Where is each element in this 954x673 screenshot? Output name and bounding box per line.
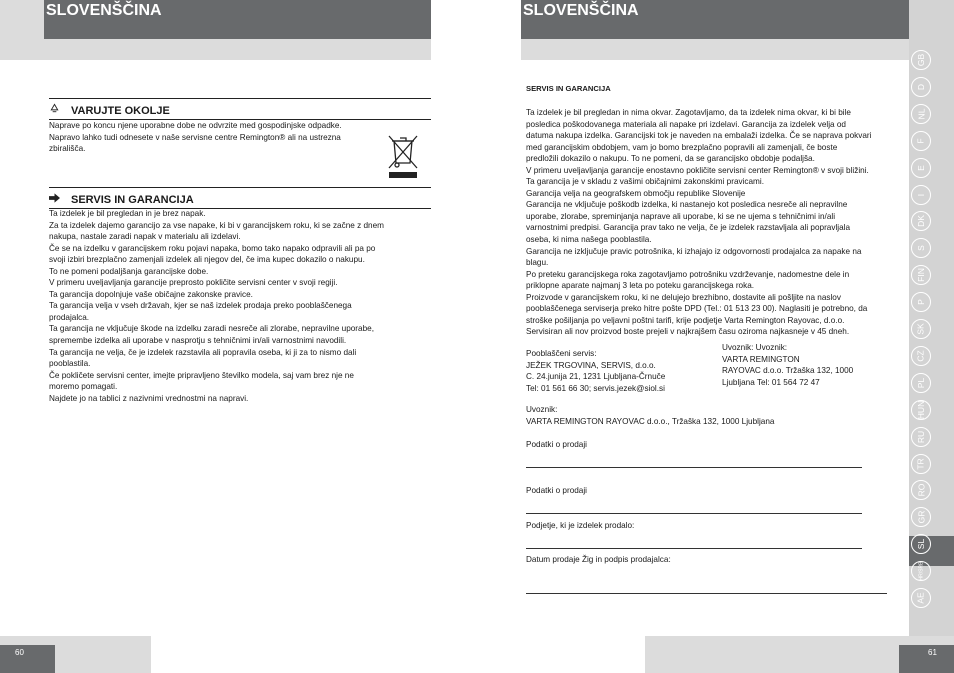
right-paragraph-line: uporabe, zlorabe, spreminjanja naprave ali uporabe, ki se ne ujema s tehničnimi in/ali <box>526 211 836 221</box>
right-paragraph <box>526 107 888 338</box>
right-paragraph-line: pooblaščenega serviserja preko hitre pošte DPD (Tel.: 01 513 23 00). Naglasiti je potrebno, da <box>526 304 868 314</box>
language-tab-label: SK <box>916 323 926 335</box>
language-tab-label: PL <box>916 377 926 388</box>
language-tab-s[interactable] <box>911 238 931 258</box>
language-tab-e[interactable] <box>911 158 931 178</box>
language-tab-label: FIN <box>915 268 926 283</box>
language-tab-label: NL <box>916 108 926 120</box>
right-page-number: 61 <box>899 645 954 673</box>
section2-line: Ta garancija ne velja, če je izdelek razstavila ali popravila oseba, ki ji za to nismo dali <box>49 347 357 357</box>
form-label: Podjetje, ki je izdelek prodalo: <box>526 521 635 530</box>
service-center-block <box>526 348 716 394</box>
section2-body <box>49 208 431 404</box>
form-label: Podatki o prodaji <box>526 486 587 495</box>
section2-line: Najdete jo na tablici z nazivnimi vrednostmi na napravi. <box>49 393 249 403</box>
right-paragraph-line: oseba, ki nima našega pooblastila. <box>526 235 652 245</box>
form-label: Podatki o prodaji <box>526 440 587 449</box>
recycle-icon <box>49 103 71 118</box>
section1-line: Napravo lahko tudi odnesete v naše servisne centre Remington® ali na ustrezna <box>49 132 341 142</box>
language-tab-label: S <box>915 245 926 252</box>
section1-top-rule <box>49 98 431 99</box>
language-tab-ru[interactable] <box>911 427 931 447</box>
section2-line: spremembe izdelka ali uporabe v nasprotju s tehničnimi in/ali varnostnimi navodili. <box>49 336 347 346</box>
language-tab-hun[interactable] <box>911 400 931 420</box>
form-input-line[interactable] <box>526 513 862 514</box>
section2-line: moremo pomagati. <box>49 382 118 392</box>
form-input-line[interactable] <box>526 467 862 468</box>
language-tab-label: D <box>915 83 926 90</box>
service-right-line: Uvoznik: Uvoznik: <box>722 343 788 352</box>
right-paragraph-line: Garancija velja na geografskem območju republike Slovenije <box>526 188 746 198</box>
language-tab-label: SL <box>916 538 926 550</box>
right-paragraph-line: med garancijskim obdobjem, vam jo bomo brezplačno popravili ali zamenjali, če boste <box>526 142 838 152</box>
section2-line: nakupa, nastale zaradi napak v materialu ali izdelavi. <box>49 232 241 242</box>
service-right-line: Ljubljana Tel: 01 564 72 47 <box>722 377 820 387</box>
right-paragraph-line: Ta izdelek je bil pregledan in nima okvar. Zagotavljamo, da ta izdelek nima okvar, ki bi bile <box>526 108 851 117</box>
section1-line: Naprave po koncu njene uporabne dobe ne odvrzite med gospodinjske odpadke. <box>49 121 342 130</box>
language-tab-sk[interactable] <box>911 319 931 339</box>
form-input-line[interactable] <box>526 548 862 549</box>
right-paragraph-line: Garancija ne vključuje poškodb izdelka, ki nastanejo kot posledica nesreče ali nepravilne <box>526 200 848 210</box>
language-tab-label: DK <box>916 215 926 228</box>
section2-line: V primeru uveljavljanja garancije preprosto pokličite servisni center v svoji regiji. <box>49 278 338 288</box>
right-paragraph-line: Servisiran ali nov proizvod boste prejeli v najkrajšem času oziroma najkasneje v 45 dneh. <box>526 327 850 337</box>
right-paragraph-line: posledica poškodovanega materiala ali napake pri izdelavi. Garancija za izdelek velja od <box>526 119 846 129</box>
service-left-line: JEŽEK TRGOVINA, SERVIS, d.o.o. <box>526 360 656 370</box>
language-tab-label: GR <box>916 510 926 524</box>
language-tab-label: RO <box>916 484 926 497</box>
left-page-number: 60 <box>0 645 55 673</box>
form-label: Datum prodaje Žig in podpis prodajalca: <box>526 555 671 564</box>
section2-line: Ta izdelek je bil pregledan in je brez napak. <box>49 209 206 218</box>
weee-bin-icon <box>385 133 421 179</box>
right-paragraph-line: stroške pošiljanja po veljavni poštni tarifi, krije podjetje Varta Remington Rayovac, d.o.o. <box>526 315 845 325</box>
section2-line: Ta garancija velja v vseh državah, kjer se naš izdelek prodaja preko pooblaščenega <box>49 301 352 311</box>
language-tab-label: AE <box>916 592 926 604</box>
service-right-line: RAYOVAC d.o.o. Tržaška 132, 1000 <box>722 366 854 376</box>
right-paragraph-line: V primeru uveljavljanja garancije enostavno pokličite servisni center Remington® v svoji bližini. <box>526 165 869 175</box>
section2-heading-text: SERVIS IN GARANCIJA <box>71 194 194 206</box>
language-tab-label: E <box>915 164 926 171</box>
importer-value: VARTA REMINGTON RAYOVAC d.o.o., Tržaška 132, 1000 Ljubljana <box>526 417 775 426</box>
language-tab-p[interactable] <box>911 292 931 312</box>
language-tab-label: I <box>916 193 926 196</box>
service-right-line: VARTA REMINGTON <box>722 354 800 364</box>
right-paragraph-line: Po preteku garancijskega roka zagotavljamo potrošniku vzdrževanje, nadomestne dele in <box>526 269 850 279</box>
language-tab-label: GB <box>916 53 926 67</box>
section2-line: Ta garancija dopolnjuje vaše običajne zakonske pravice. <box>49 289 253 299</box>
service-left-line: Tel: 01 561 66 30; servis.jezek@siol.si <box>526 383 665 393</box>
section2-line: svoji izbiri brezplačno zamenjali izdelek ali njegov del, če ima kupec dokazilo o nakupu. <box>49 255 365 265</box>
left-page-title: SLOVENŠČINA <box>44 0 431 39</box>
language-tab-gr[interactable] <box>911 507 931 527</box>
section2-heading <box>49 193 194 207</box>
language-tab-label: TR <box>916 457 926 470</box>
right-paragraph-line: predložili dokazilo o nakupu. To ne pomeni, da se garancijsko obdobje podaljša. <box>526 154 815 164</box>
language-tab-label: F <box>915 138 926 144</box>
language-tab-fin[interactable] <box>911 265 931 285</box>
language-tab-label: P <box>915 299 926 305</box>
language-tab-label: CZ <box>916 350 926 362</box>
section2-line: Če pokličete servisni center, imejte pripravljeno številko modela, saj vam brez nje ne <box>49 370 354 380</box>
importer-label: Uvoznik: <box>526 405 558 414</box>
language-tab-pl[interactable] <box>911 373 931 393</box>
language-tab-dk[interactable] <box>911 211 931 231</box>
language-tab-hrsrb[interactable] <box>911 561 931 581</box>
section2-line: To ne pomeni podaljšanja garancijske dobe. <box>49 266 209 276</box>
right-paragraph-line: Garancija ne izključuje pravic potrošnika, ki izhajajo iz odgovornosti prodajalca za napake na <box>526 246 862 256</box>
right-heading: SERVIS IN GARANCIJA <box>526 84 611 93</box>
language-tab-tr[interactable] <box>911 454 931 474</box>
section2-line: Za ta izdelek dajemo garancijo za vse napake, ki bi v garancijskem roku, ki se začne z dnem <box>49 220 384 230</box>
form-input-line[interactable] <box>526 593 887 594</box>
right-page-title: SLOVENŠČINA <box>521 0 909 39</box>
language-tab-cz[interactable] <box>911 346 931 366</box>
language-tab-d[interactable] <box>911 77 931 97</box>
language-tab-ae[interactable] <box>911 588 931 608</box>
language-sidebar <box>909 0 954 636</box>
section1-heading <box>49 103 170 117</box>
right-paragraph-line: varnostnimi predpisi. Garancija prav tako ne velja, če je izdelek razstavljala ali popravljala <box>526 223 851 233</box>
importer-block <box>722 342 892 388</box>
language-tab-label: HUN <box>916 400 927 419</box>
language-tab-nl[interactable] <box>911 104 931 124</box>
section2-line: pooblastila. <box>49 359 91 369</box>
language-tab-i[interactable] <box>911 185 931 205</box>
language-tab-label: HR/SRB <box>918 561 924 581</box>
right-paragraph-line: Proizvode v garancijskem roku, ki ne delujejo brezhibno, dostavite ali pošljite na naslov <box>526 292 841 302</box>
right-paragraph-line: blagu. <box>526 258 549 268</box>
language-tab-gb[interactable] <box>911 50 931 70</box>
right-paragraph-line: datuma nakupa izdelka. Garancijski tok je naveden na embalaži izdelka. Če se naprava pokvari <box>526 131 872 141</box>
arrow-right-icon <box>49 193 71 207</box>
right-paragraph-line: priklopne aparate najmanj 3 leta po poteku garancijskega roka. <box>526 281 755 291</box>
language-tab-label: RU <box>916 430 926 443</box>
section1-line: zbirališča. <box>49 144 86 154</box>
section2-line: Če se na izdelku v garancijskem roku pojavi napaka, bomo tako napako odpravili ali pa po <box>49 243 376 253</box>
section1-body <box>49 120 389 155</box>
section1-heading-text: VARUJTE OKOLJE <box>71 105 170 117</box>
section2-line: Ta garancija ne vključuje škode na izdelku zaradi nesreče ali zlorabe, nepravilne uporabe, <box>49 324 374 334</box>
section2-line: prodajalca. <box>49 312 90 322</box>
service-left-line: C. 24.junija 21, 1231 Ljubljana-Črnuče <box>526 372 666 382</box>
service-left-line: Pooblaščeni servis: <box>526 349 597 358</box>
right-paragraph-line: Ta garancija je v skladu z vašimi običajnimi zakonskimi pravicami. <box>526 177 764 187</box>
language-tab-f[interactable] <box>911 131 931 151</box>
section2-top-rule <box>49 187 431 188</box>
language-tab-ro[interactable] <box>911 480 931 500</box>
